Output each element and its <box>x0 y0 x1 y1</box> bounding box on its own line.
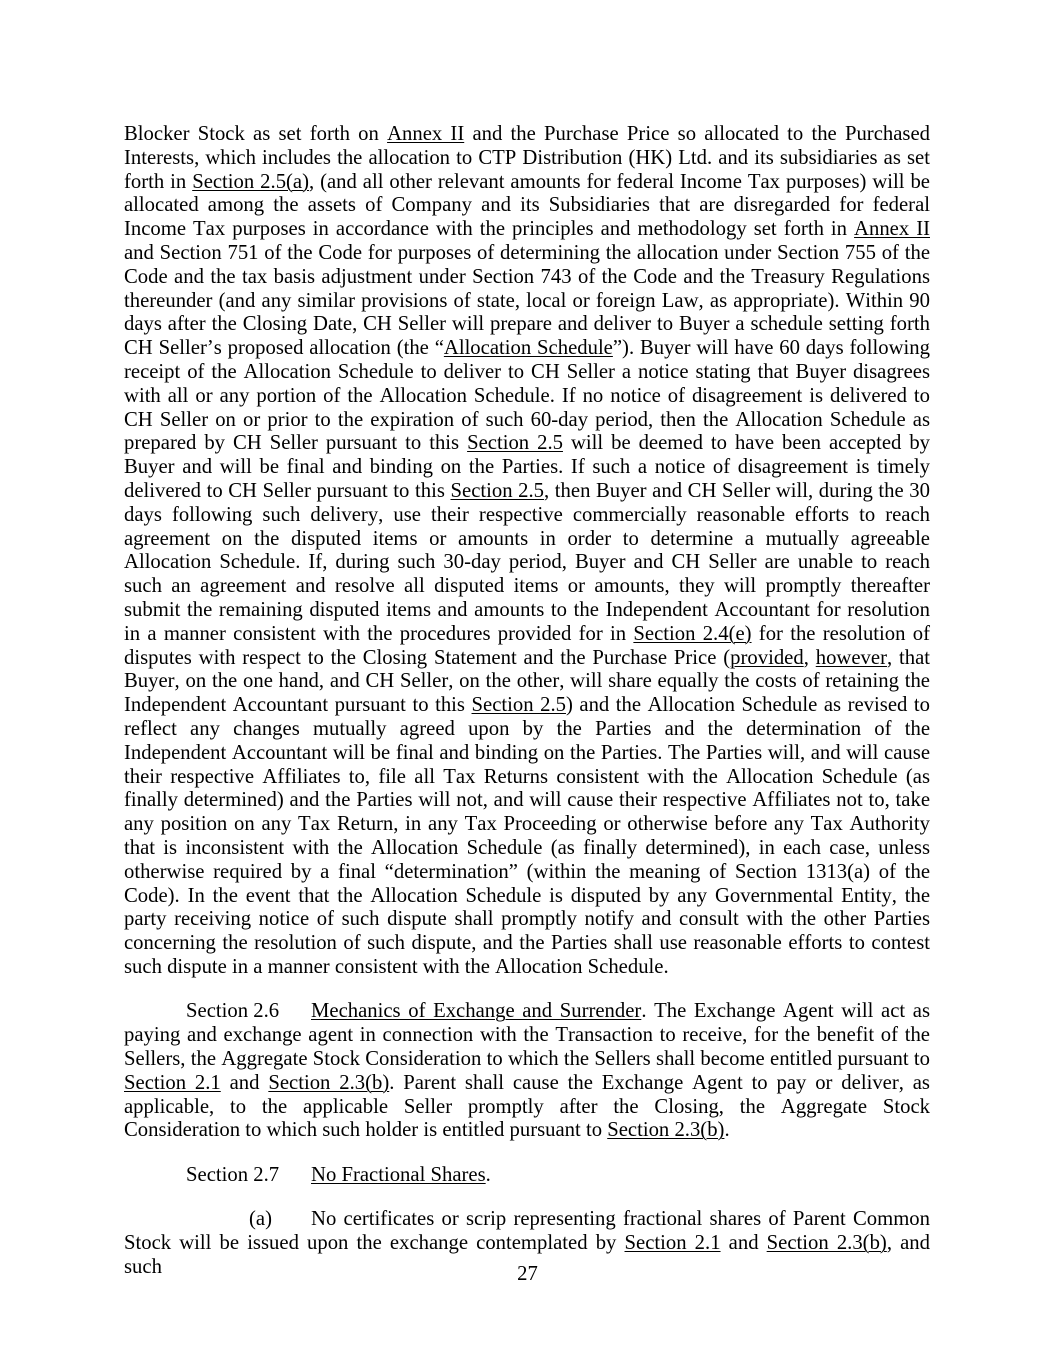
text-run: . Parent shall cause the Exchange Agent to pay or deliver, as applicable, to the applicable Seller promptly after the Closing, the Aggregate Stock Consideration to which such holder is entitled pursuant to <box>124 1071 930 1142</box>
section-2-1-reference: Section 2.1 <box>124 1071 221 1094</box>
section-number: Section 2.6 <box>186 1000 280 1023</box>
section-2-5-reference: Section 2.5 <box>450 479 545 502</box>
document-body <box>124 123 930 1300</box>
text-run: and the Purchase Price so allocated to the Purchased Interests, which includes the allocation to CTP Distribution (HK) Ltd. and its subsidiaries as set forth in <box>124 123 930 193</box>
annex-ii-reference: Annex II <box>387 123 465 145</box>
section-2-5-reference: Section 2.5 <box>471 694 566 717</box>
text-run: and Section 751 of the Code for purposes of determining the allocation under Section 755 of the Code and the tax basis adjustment under Section 743 of the Code and the Treasury Regulations thereunder (and any similar provisions of state, local or foreign Law, as appropriate). Within 90 days after the Closing Date, CH Seller will prepare and deliver to Buyer a schedule setting forth CH Seller’s proposed allocation (the “ <box>124 241 930 360</box>
text-run: No certificates or scrip representing fractional shares of Parent Common Stock will be issued upon the exchange contemplated by <box>124 1208 930 1255</box>
text-run: . <box>724 1119 730 1142</box>
section-2-5-a-reference: Section 2.5(a) <box>192 170 309 193</box>
section-2-6-paragraph <box>124 1000 930 1143</box>
section-2-4-e-reference: Section 2.4(e) <box>633 622 752 645</box>
page-number: 27 <box>517 1263 538 1285</box>
section-heading: Mechanics of Exchange and Surrender <box>311 1000 642 1023</box>
section-2-5-reference: Section 2.5 <box>467 432 563 455</box>
text-run: , (and all other relevant amounts for federal Income Tax purposes) will be allocated among the assets of Company and its Subsidiaries that are disregarded for federal Income Tax purposes in accordance with the principles and methodology set forth in <box>124 170 930 241</box>
section-number: Section 2.7 <box>186 1163 280 1186</box>
text-run: ) and the Allocation Schedule as revised to reflect any changes mutually agreed upon by the Parties and the determination of the Independent Accountant will be final and binding on the Parties. The Parties will, and will cause their respective Affiliates to, file all Tax Returns consistent with the Allocation Schedule (as finally determined) and the Parties will not, and will cause their respective Affiliates not to, take any position on any Tax Return, in any Tax Proceeding or otherwise before any Tax Authority that is inconsistent with the Allocation Schedule (as finally determined), in each case, unless otherwise required by a final “determination” (within the meaning of Section 1313(a) of the Code). In the event that the Allocation Schedule is disputed by any Governmental Entity, the party receiving notice of such dispute shall promptly notify and consult with the other Parties concerning the resolution of such dispute, and the Parties shall use reasonable efforts to contest such dispute in a manner consistent with the Allocation Schedule. <box>124 694 930 978</box>
section-2-7-heading-paragraph <box>124 1164 930 1188</box>
paragraph-allocation-schedule <box>124 123 930 980</box>
text-run: will be deemed to have been accepted by Buyer and will be final and binding on the Parties. If such a notice of disagreement is timely delivered to CH Seller pursuant to this <box>124 432 931 502</box>
text-run: . The Exchange Agent will act as paying and exchange agent in connection with the Transaction to receive, for the benefit of the Sellers, the Aggregate Stock Consideration to which the Sellers shall become entitled pursuant to <box>124 1000 930 1070</box>
text-run: , that Buyer, on the one hand, and CH Seller, on the other, will share equally the costs of retaining the Independent Accountant pursuant to this <box>124 646 931 717</box>
text-run: and <box>720 1232 767 1255</box>
text-run: for the resolution of disputes with respect to the Closing Statement and the Purchase Price ( <box>124 622 931 669</box>
section-heading: No Fractional Shares <box>311 1163 486 1186</box>
section-2-3-b-reference: Section 2.3(b) <box>607 1119 725 1142</box>
text-run: , and such <box>124 1232 930 1278</box>
provided-term: provided <box>730 646 804 669</box>
section-2-3-b-reference: Section 2.3(b) <box>268 1071 390 1094</box>
section-2-1-reference: Section 2.1 <box>624 1232 721 1255</box>
annex-ii-reference: Annex II <box>854 218 930 241</box>
text-run: and <box>220 1071 269 1094</box>
section-2-3-b-reference: Section 2.3(b) <box>766 1232 887 1255</box>
text-run: . <box>485 1163 491 1186</box>
subsection-number: (a) <box>249 1208 272 1231</box>
however-term: however <box>815 646 887 669</box>
text-run: , <box>803 646 816 669</box>
text-run: , then Buyer and CH Seller will, during the 30 days following such delivery, use their respective commercially reasonable efforts to reach agreement on the disputed items or amounts in order to determine a mutually agreeable Allocation Schedule. If, during such 30-day period, Buyer and CH Seller are unable to reach such an agreement and resolve all disputed items or amounts, they will promptly thereafter submit the remaining disputed items and amounts to the Independent Accountant for resolution in a manner consistent with the procedures provided for in <box>124 479 930 645</box>
text-run: Blocker Stock as set forth on <box>124 123 388 145</box>
defined-term-allocation-schedule: Allocation Schedule <box>443 337 613 360</box>
text-run: ”). Buyer will have 60 days following receipt of the Allocation Schedule to deliver to CH Seller a notice stating that Buyer disagrees with all or any portion of the Allocation Schedule. If no notice of disagreement is delivered to CH Seller on or prior to the expiration of such 60-day period, then the Allocation Schedule as prepared by CH Seller pursuant to this <box>124 337 930 455</box>
